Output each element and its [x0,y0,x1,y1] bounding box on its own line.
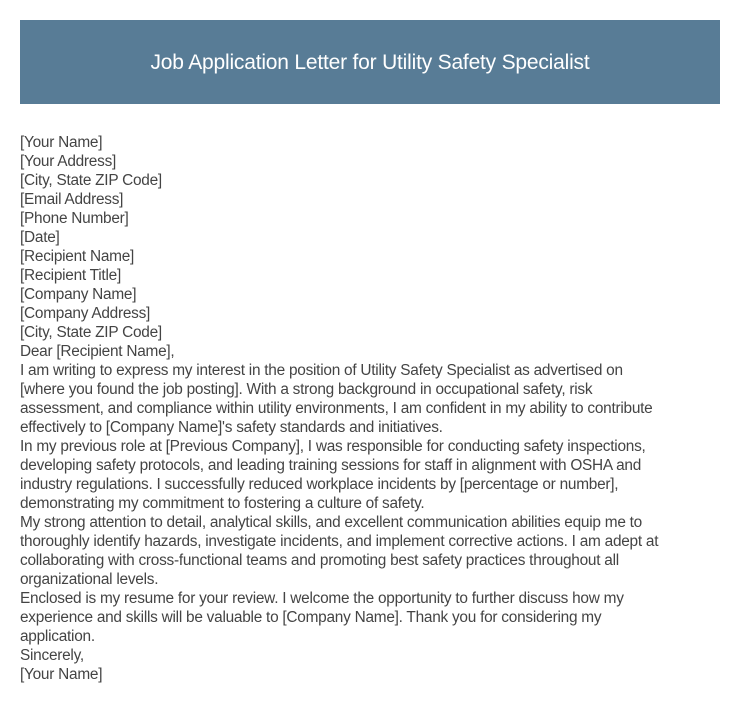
recipient-company: [Company Name] [20,286,137,303]
paragraph-experience [20,437,720,513]
paragraph-line: In my previous role at [Previous Company], I was responsible for conducting safety inspections, [20,438,646,455]
paragraph-line: experience and skills will be valuable to [Company Name]. Thank you for considering my [20,609,602,626]
sender-name: [Your Name] [20,134,103,151]
salutation: Dear [Recipient Name], [20,343,175,360]
paragraph-line: thoroughly identify hazards, investigate incidents, and implement corrective actions. I am adept at [20,533,659,550]
recipient-city-state-zip: [City, State ZIP Code] [20,324,162,341]
paragraph-closing [20,589,720,646]
sender-phone: [Phone Number] [20,210,129,227]
paragraph-line: organizational levels. [20,571,159,588]
recipient-block [20,247,720,342]
paragraph-line: industry regulations. I successfully reduced workplace incidents by [percentage or number], [20,476,619,493]
title-banner [20,20,720,104]
paragraph-line: developing safety protocols, and leading training sessions for staff in alignment with OSHA and [20,457,642,474]
signature: [Your Name] [20,666,103,683]
paragraph-line: demonstrating my commitment to fostering a culture of safety. [20,495,425,512]
sender-email: [Email Address] [20,191,124,208]
paragraph-line: application. [20,628,95,645]
paragraph-line: collaborating with cross-functional teams and promoting best safety practices throughout all [20,552,619,569]
letter-date: [Date] [20,229,60,246]
paragraph-line: I am writing to express my interest in the position of Utility Safety Specialist as advertised on [20,362,623,379]
letter-body [20,133,720,684]
sender-city-state-zip: [City, State ZIP Code] [20,172,162,189]
paragraph-line: My strong attention to detail, analytical skills, and excellent communication abilities equip me to [20,514,642,531]
recipient-title: [Recipient Title] [20,267,121,284]
page-title: Job Application Letter for Utility Safety Specialist [150,50,590,74]
paragraph-line: assessment, and compliance within utility environments, I am confident in my ability to contribute [20,400,653,417]
paragraph-line: [where you found the job posting]. With a strong background in occupational safety, risk [20,381,593,398]
paragraph-intro [20,361,720,437]
recipient-name: [Recipient Name] [20,248,135,265]
sender-address: [Your Address] [20,153,117,170]
paragraph-line: effectively to [Company Name]'s safety standards and initiatives. [20,419,443,436]
paragraph-skills [20,513,720,589]
closing: Sincerely, [20,647,84,664]
recipient-address: [Company Address] [20,305,151,322]
sender-block [20,133,720,228]
paragraph-line: Enclosed is my resume for your review. I welcome the opportunity to further discuss how my [20,590,624,607]
